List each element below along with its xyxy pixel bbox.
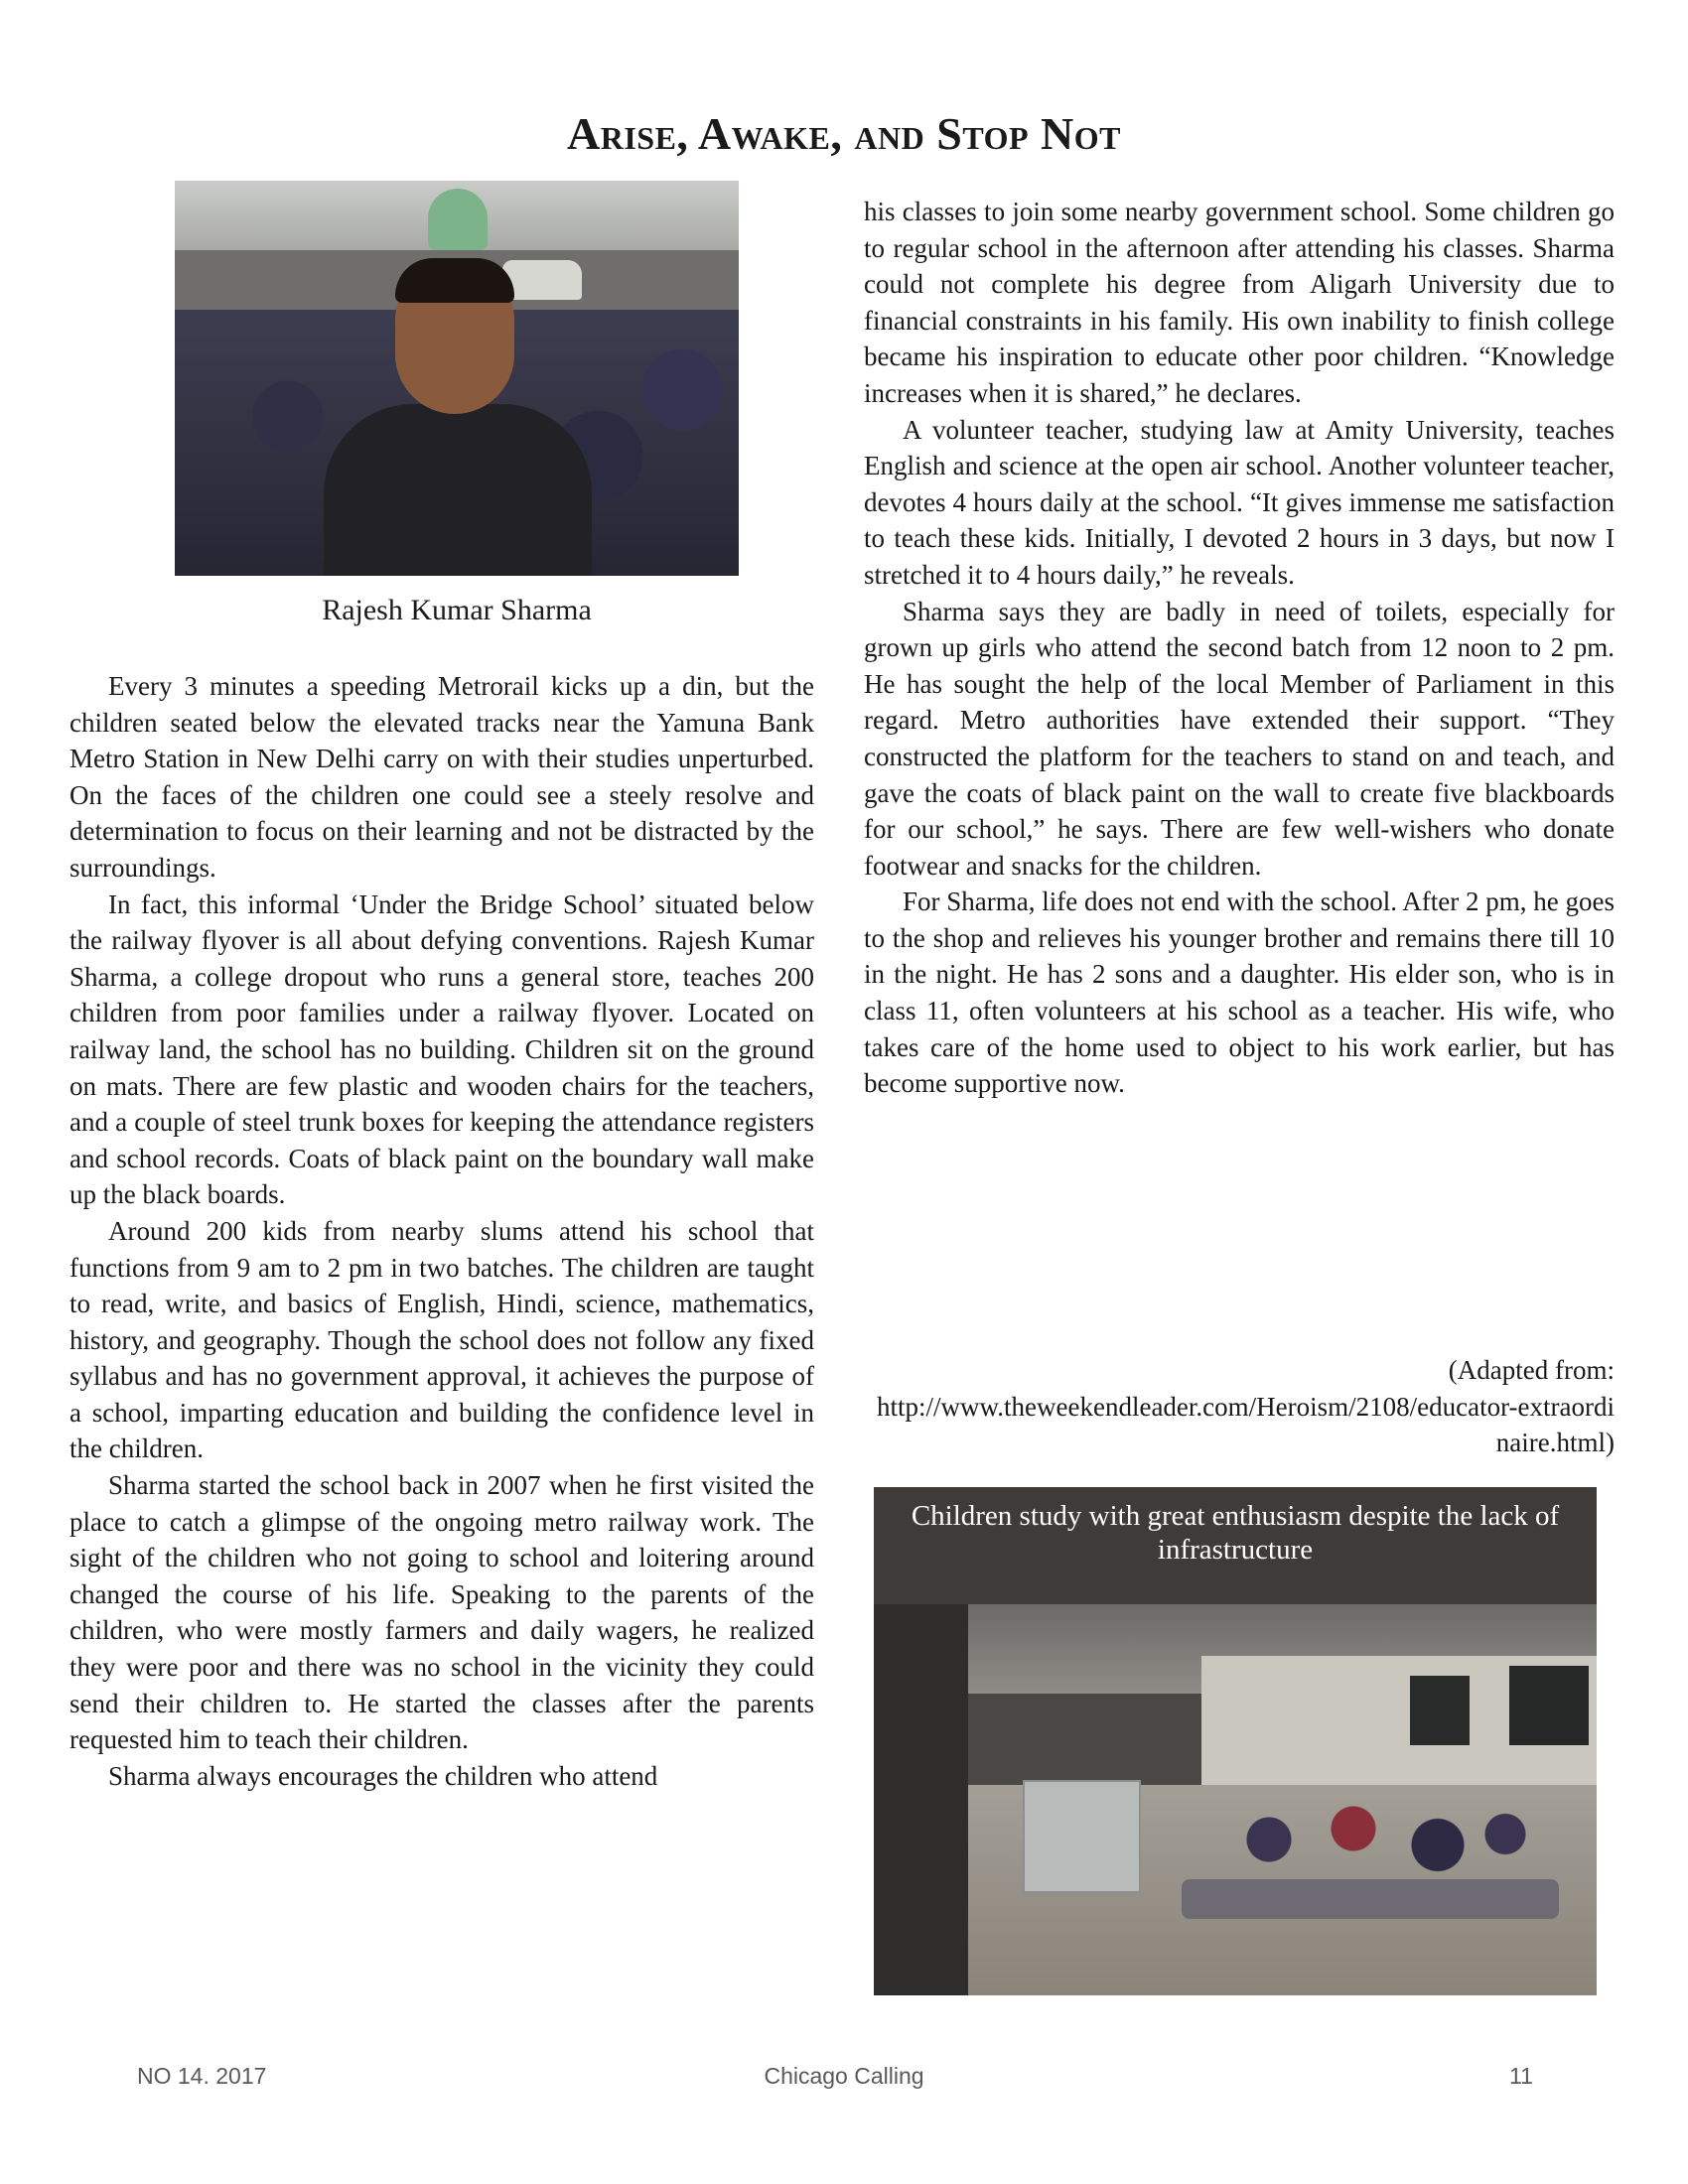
paragraph: Sharma says they are badly in need of toilets, especially for grown up girls who attend the second batch from 12 noon to 2 pm. He has sought the help of the local Member of Parliament in this regard. Metro authorities have extended their support. “They constructed the platform for the teachers to stand on and teach, and gave the coats of black paint on the wall to create five blackboards for our school,” he says. There are few well-wishers who donate footwear and snacks for the children. xyxy=(864,596,1615,881)
paragraph: Every 3 minutes a speeding Metrorail kicks up a din, but the children seated below the elevated tracks near the Yamuna Bank Metro Station in New Delhi carry on with their studies unperturbed. On the faces of the children one could see a steely resolve and determination to focus on their learning and not be distracted by the surroundings. xyxy=(70,671,814,883)
footer-issue: NO 14. 2017 xyxy=(137,2063,267,2089)
bridge-pillar xyxy=(874,1604,968,1995)
source-url: http://www.theweekendleader.com/Heroism/2108/educator-extraordinaire.html) xyxy=(877,1391,1615,1458)
paragraph: Sharma started the school back in 2007 when he first visited the place to catch a glimpse of the ongoing metro railway work. The sight of the children who not going to school and loitering around changed the course of his life. Speaking to the parents of the children, who were mostly farmers and daily wagers, he realized they were poor and there was no school in the vicinity they could send their children to. He started the classes after the parents requested him to teach their children. xyxy=(70,1470,814,1755)
paragraph: Around 200 kids from nearby slums attend his school that functions from 9 am to 2 pm in two batches. The children are taught to read, write, and basics of English, Hindi, science, mathematics, history, and geography. Though the school does not follow any fixed syllabus and has no government approval, it achieves the purpose of a school, imparting education and building the confidence level in the children. xyxy=(70,1215,814,1464)
blackboard xyxy=(1509,1666,1589,1745)
blackboard xyxy=(1410,1676,1470,1745)
paragraph: In fact, this informal ‘Under the Bridge School’ situated below the railway flyover is all about defying conventions. Rajesh Kumar Sharma, a college dropout who runs a general store, teaches 200 children from poor families under a railway flyover. Located on railway land, the school has no building. Children sit on the ground on mats. There are few plastic and wooden chairs for the teachers, and a couple of steel trunk boxes for keeping the attendance registers and school records. Coats of black paint on the boundary wall make up the black boards. xyxy=(70,888,814,1210)
wall-mural xyxy=(428,189,488,250)
man-figure xyxy=(324,404,592,576)
source-citation xyxy=(864,1352,1615,1461)
photo-caption: Children study with great enthusiasm despite the lack of infrastructure xyxy=(911,1500,1560,1566)
source-label: (Adapted from: xyxy=(1448,1355,1615,1385)
portrait-photo xyxy=(175,181,739,576)
article-title: Arise, Awake, and Stop Not xyxy=(567,108,1121,159)
left-column xyxy=(70,668,814,1794)
paragraph: A volunteer teacher, studying law at Amity University, teaches English and science at the open air school. Another volunteer teacher, devotes 4 hours daily at the school. “It gives immense me satisfaction to teach these kids. Initially, I devoted 2 hours in 3 days, but now I stretched it to 4 hours daily,” he reveals. xyxy=(864,414,1615,590)
footer-publication: Chicago Calling xyxy=(764,2063,924,2089)
classroom-photo xyxy=(874,1487,1597,1995)
background-car xyxy=(502,260,582,300)
paragraph: Sharma always encourages the children who attend xyxy=(108,1760,658,1791)
paragraph-continuation: his classes to join some nearby government school. Some children go to regular school in the afternoon after attending his classes. Sharma could not complete his degree from Aligarh University due to financial constraints in his family. His own inability to finish college became his inspiration to educate other poor children. “Knowledge increases when it is shared,” he declares. xyxy=(864,197,1615,408)
right-column xyxy=(864,194,1615,1102)
footer-page-number: 11 xyxy=(1509,2063,1533,2089)
seated-children xyxy=(1201,1785,1539,1894)
paragraph: For Sharma, life does not end with the school. After 2 pm, he goes to the shop and relieves his younger brother and remains there till 10 in the night. He has 2 sons and a daughter. His elder son, who is in class 11, often volunteers at his school as a teacher. His wife, who takes care of the home used to object to his work earlier, but has become supportive now. xyxy=(864,887,1615,1099)
man-hair xyxy=(395,258,514,303)
photo-caption: Rajesh Kumar Sharma xyxy=(322,594,592,626)
steel-trunk xyxy=(1023,1780,1141,1893)
